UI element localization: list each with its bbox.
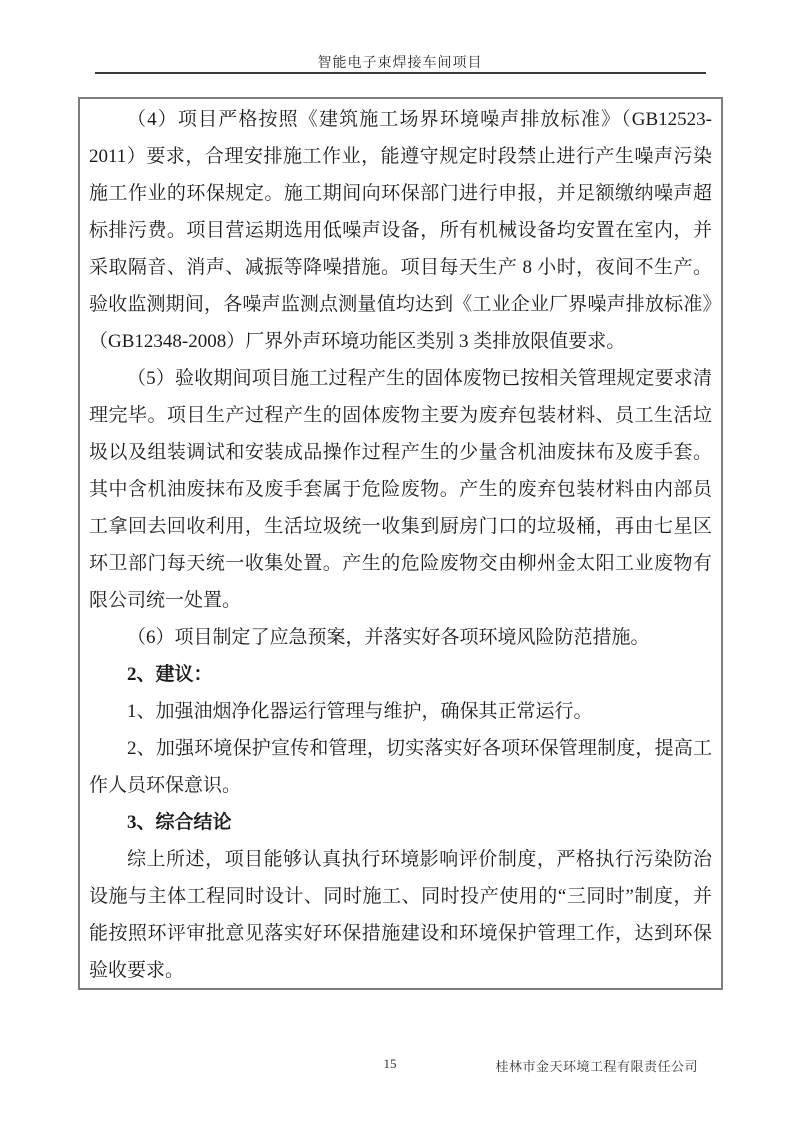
heading-suggestions: 2、建议： <box>127 664 213 685</box>
footer-page-number: 15 <box>383 1056 397 1071</box>
paragraph-conclusion: 综上所述，项目能够认真执行环境影响评价制度，严格执行污染防治设施与主体工程同时设计、同时施工、同时投产使用的“三同时”制度，并能按照环评审批意见落实好环保措施建设和环境保护管理工作，达到环保验收要求。 <box>89 849 712 981</box>
content-border-box <box>78 97 723 990</box>
header-divider-line <box>95 72 706 74</box>
footer-company-name: 桂林市金天环境工程有限责任公司 <box>495 1059 698 1074</box>
paragraph-noise-measures: （4）项目严格按照《建筑施工场界环境噪声排放标准》（GB12523-2011）要求，合理安排施工作业，能遵守规定时段禁止进行产生噪声污染施工作业的环保规定。施工期间向环保部门进行申报，并足额缴纳噪声超标排污费。项目营运期选用低噪声设备，所有机械设备均安置在室内，并采取隔音、消声、减振等降噪措施。项目每天生产 8 小时，夜间不生产。验收监测期间，各噪声监测点测量值均达到《工业企业厂界噪声排放标准》（GB12348-2008）厂界外声环境功能区类别 3 类排放限值要求。 <box>89 109 712 352</box>
paragraph-emergency-plan: （6）项目制定了应急预案，并落实好各项环境风险防范措施。 <box>127 627 650 648</box>
page-header-title: 智能电子束焊接车间项目 <box>317 56 483 71</box>
paragraph-solid-waste: （5）验收期间项目施工过程产生的固体废物已按相关管理规定要求清理完毕。项目生产过程产生的固体废物主要为废弃包装材料、员工生活垃圾以及组装调试和安装成品操作过程产生的少量含机油废抹布及废手套。其中含机油废抹布及废手套属于危险废物。产生的废弃包装材料由内部员工拿回去回收利用，生活垃圾统一收集到厨房门口的垃圾桶，再由七星区环卫部门每天统一收集处置。产生的危险废物交由柳州金太阳工业废物有限公司统一处置。 <box>89 368 712 611</box>
suggestion-item-2: 2、加强环境保护宣传和管理，切实落实好各项环保管理制度，提高工作人员环保意识。 <box>89 738 712 796</box>
heading-comprehensive-conclusion: 3、综合结论 <box>127 812 232 833</box>
suggestion-item-1: 1、加强油烟净化器运行管理与维护，确保其正常运行。 <box>127 701 593 722</box>
